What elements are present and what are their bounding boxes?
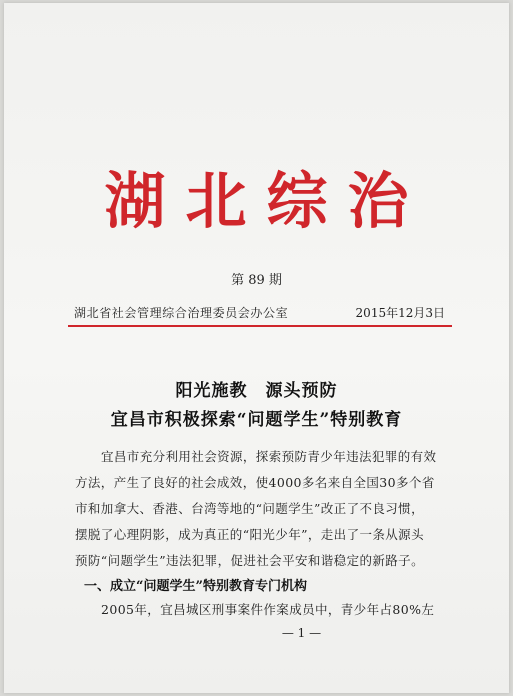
document-page — [4, 3, 509, 693]
paragraph-line: 宜昌市充分利用社会资源，探索预防青少年违法犯罪的有效 — [101, 449, 437, 464]
page-number: — 1 — — [281, 626, 322, 640]
masthead-title: 湖北综治 — [104, 166, 429, 237]
paragraph-line: 方法，产生了良好的社会成效，使4000多名来自全国30多个省 — [75, 475, 435, 490]
paragraph-line: 2005年，宜昌城区刑事案件作案成员中，青少年占80%左 — [101, 602, 435, 617]
paragraph-line: 市和加拿大、香港、台湾等地的“问题学生”改正了不良习惯， — [75, 501, 424, 516]
publish-date: 2015年12月3日 — [355, 306, 445, 320]
paragraph-line: 摆脱了心理阴影，成为真正的“阳光少年”，走出了一条从源头 — [75, 527, 424, 542]
red-divider — [68, 325, 452, 327]
paragraph-line: 预防“问题学生”违法犯罪，促进社会平安和谐稳定的新路子。 — [75, 553, 424, 568]
article-subheadline: 宜昌市积极探索“问题学生”特别教育 — [110, 410, 403, 430]
publisher-name: 湖北省社会管理综合治理委员会办公室 — [74, 306, 289, 320]
issue-number: 第 89 期 — [231, 273, 282, 288]
section-heading: 一、成立“问题学生”特别教育专门机构 — [84, 579, 307, 594]
article-headline: 阳光施教 源头预防 — [175, 381, 338, 401]
